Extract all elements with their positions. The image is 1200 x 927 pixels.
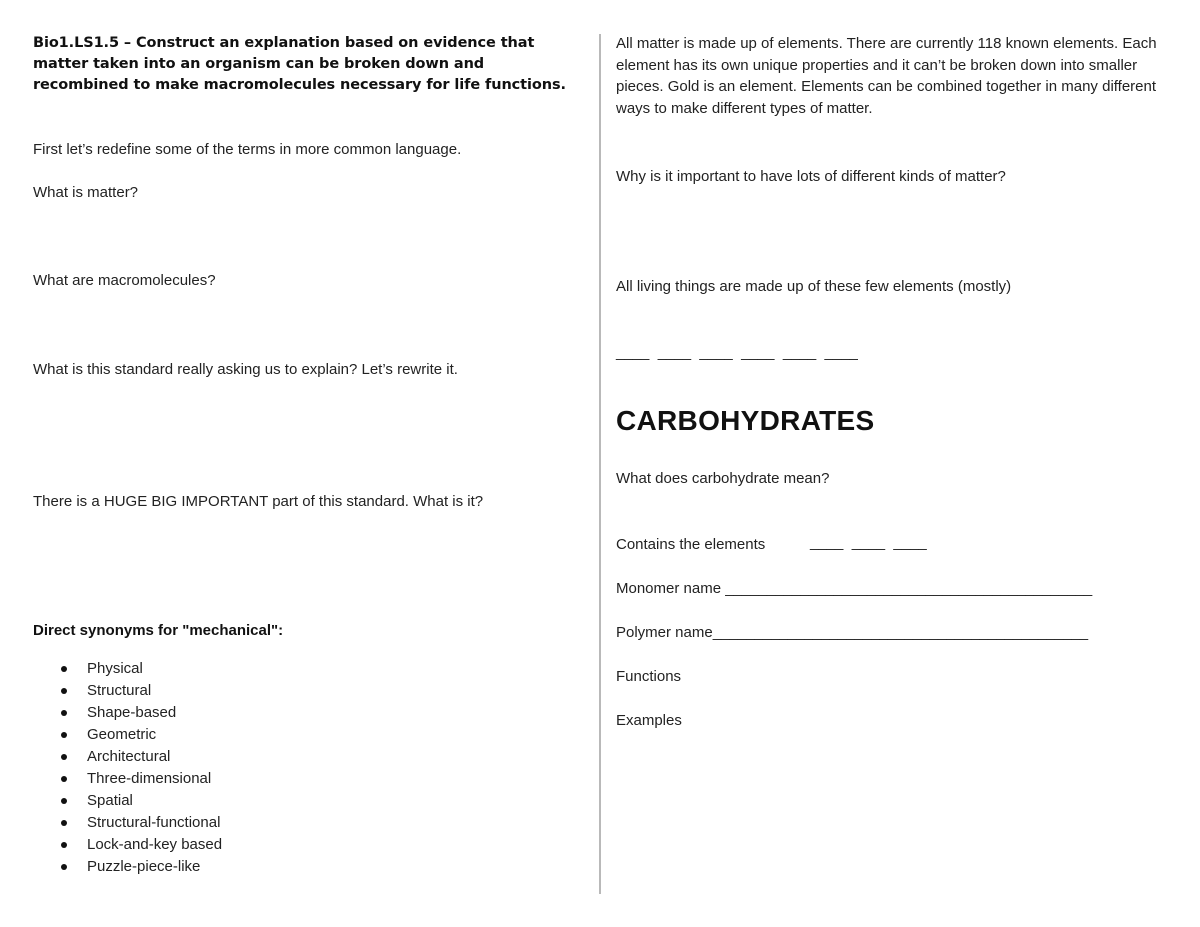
examples-label: Examples [616, 712, 682, 729]
column-divider [599, 34, 601, 894]
list-item: Physical [33, 658, 222, 680]
list-item: Structural [33, 680, 222, 702]
question-important: There is a HUGE BIG IMPORTANT part of this standard. What is it? [33, 493, 484, 510]
question-kinds-of-matter: Why is it important to have lots of different kinds of matter? [616, 168, 1006, 185]
monomer-name-field[interactable]: Monomer name ____________________________________________ [616, 580, 1093, 597]
contains-elements-blanks[interactable]: ____ ____ ____ [810, 534, 927, 551]
intro-text: First let’s redefine some of the terms in more common language. [33, 141, 462, 158]
standard-heading: Bio1.LS1.5 – Construct an explanation based on evidence that matter taken into an organism can be broken down and recombined to make macromolecules necessary for life functions. [33, 35, 566, 93]
functions-label: Functions [616, 668, 682, 685]
list-item: Structural-functional [33, 812, 222, 834]
matter-paragraph: All matter is made up of elements. There are currently 118 known elements. Each element has its own unique properties and it can’t be broken down into smaller pieces. Gold is an element. Elements can be combined together in many different ways to make different types of matter. [616, 35, 1157, 117]
question-carbohydrate-meaning: What does carbohydrate mean? [616, 470, 830, 487]
carbohydrates-title: CARBOHYDRATES [616, 405, 875, 436]
list-item: Puzzle-piece-like [33, 856, 222, 878]
synonyms-label: Direct synonyms for "mechanical": [33, 622, 284, 639]
living-things-text: All living things are made up of these few elements (mostly) [616, 278, 1012, 295]
question-standard: What is this standard really asking us to explain? Let’s rewrite it. [33, 361, 458, 378]
polymer-name-field[interactable]: Polymer name_____________________________________________ [616, 624, 1089, 641]
question-matter: What is matter? [33, 184, 139, 201]
question-macromolecules: What are macromolecules? [33, 272, 216, 289]
contains-elements-label: Contains the elements [616, 536, 766, 553]
list-item: Spatial [33, 790, 222, 812]
list-item: Three-dimensional [33, 768, 222, 790]
list-item: Lock-and-key based [33, 834, 222, 856]
list-item: Geometric [33, 724, 222, 746]
list-item: Shape-based [33, 702, 222, 724]
list-item: Architectural [33, 746, 222, 768]
synonyms-list [33, 658, 222, 878]
element-blanks[interactable]: ____ ____ ____ ____ ____ ____ [616, 344, 858, 361]
